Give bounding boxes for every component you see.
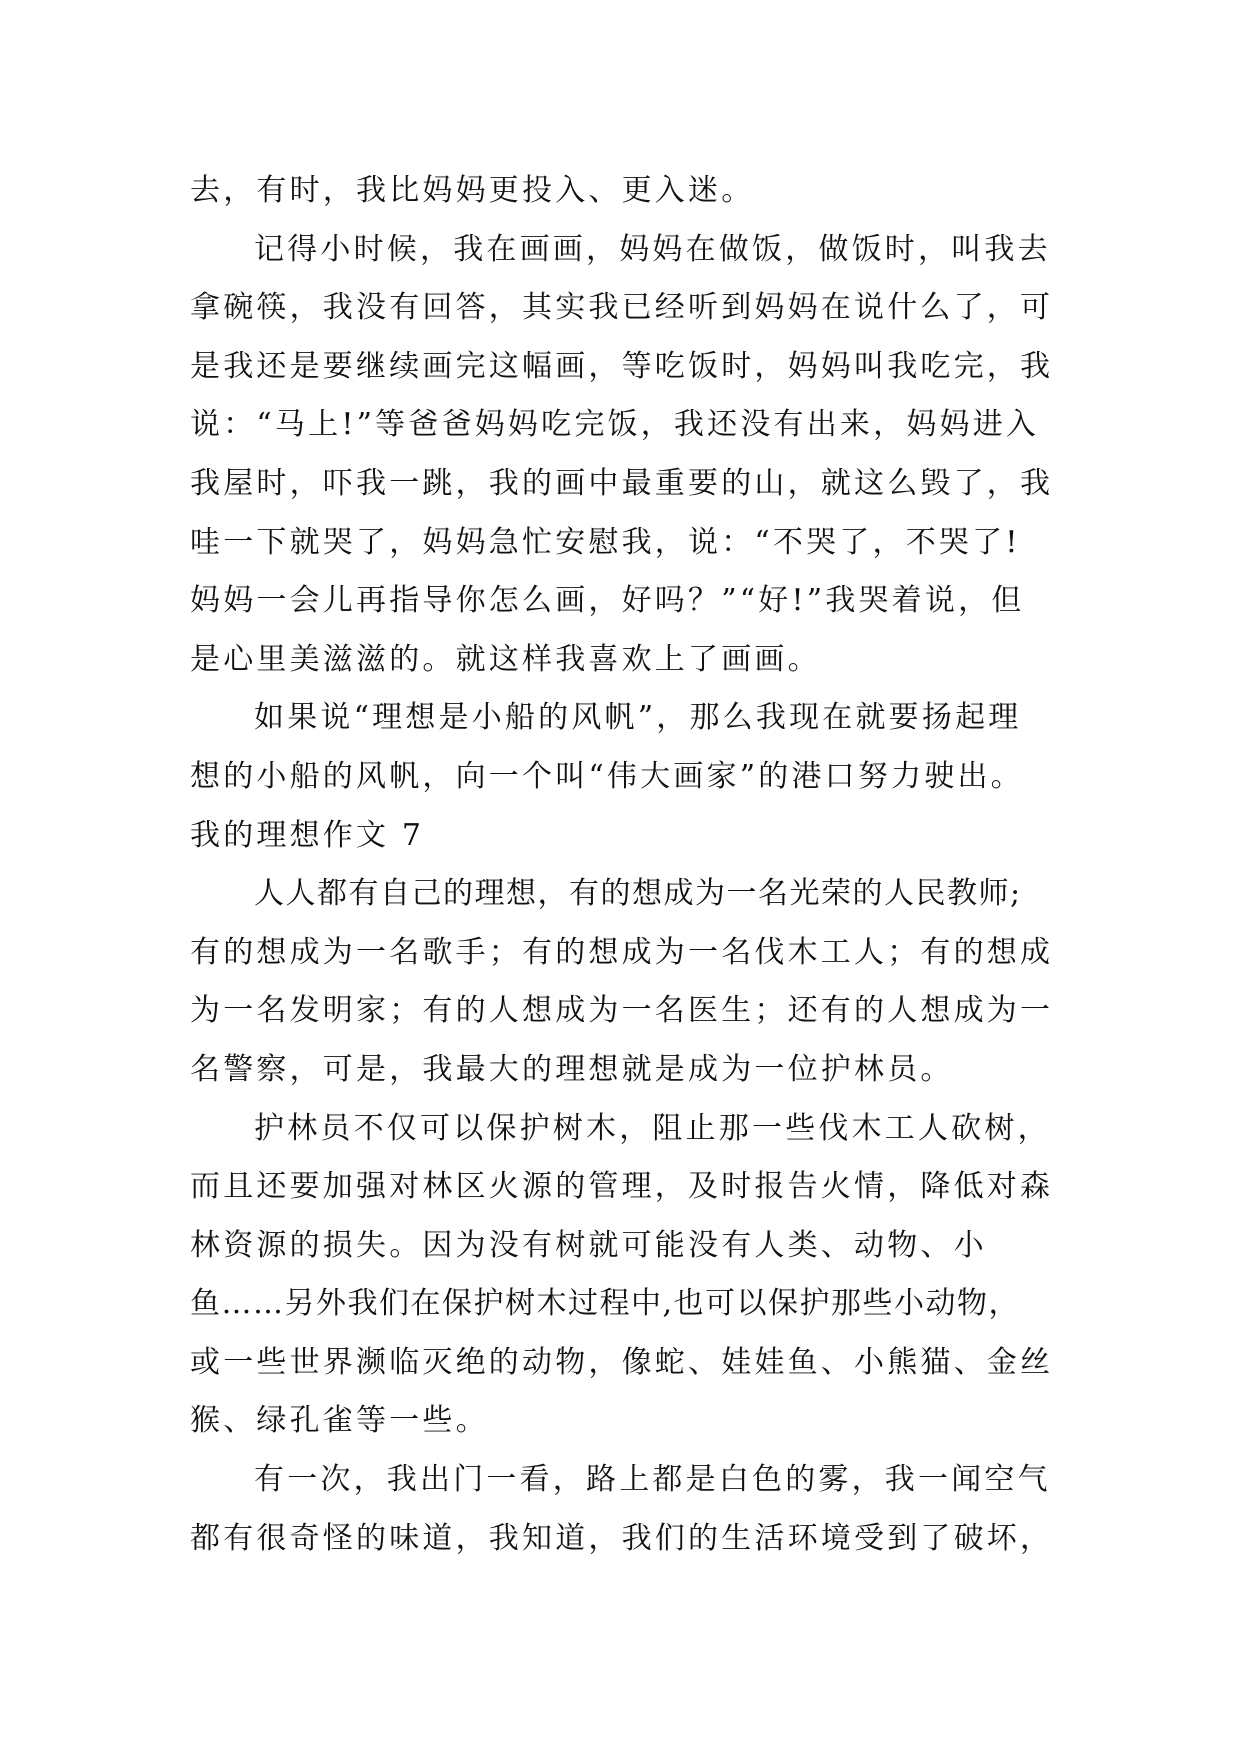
text-line: 猴、绿孔雀等一些。 xyxy=(190,1403,489,1439)
text-line: 鱼……另外我们在保护树木过程中,也可以保护那些小动物， xyxy=(190,1286,1021,1322)
text-line: 林资源的损失。因为没有树就可能没有人类、动物、小 xyxy=(190,1227,987,1263)
paragraph-start-line: 如果说“理想是小船的风帆”，那么我现在就要扬起理 xyxy=(254,700,1022,736)
text-line: 或一些世界濒临灭绝的动物，像蛇、娃娃鱼、小熊猫、金丝 xyxy=(190,1344,1054,1380)
body-text xyxy=(190,162,1070,1568)
text-line: 为一名发明家；有的人想成为一名医生；还有的人想成为一 xyxy=(190,993,1054,1029)
paragraph-start-line: 有一次，我出门一看，路上都是白色的雾，我一闻空气 xyxy=(254,1462,1051,1498)
text-line: 都有很奇怪的味道，我知道，我们的生活环境受到了破坏， xyxy=(190,1520,1054,1556)
text-line: 名警察，可是，我最大的理想就是成为一位护林员。 xyxy=(190,1051,954,1087)
text-line: 想的小船的风帆，向一个叫“伟大画家”的港口努力驶出。 xyxy=(190,758,1024,794)
text-line: 而且还要加强对林区火源的管理，及时报告火情，降低对森 xyxy=(190,1169,1054,1205)
paragraph-start-line: 护林员不仅可以保护树木，阻止那一些伐木工人砍树， xyxy=(254,1110,1051,1146)
text-line: 妈妈一会儿再指导你怎么画，好吗？”“好!”我哭着说，但 xyxy=(190,583,1025,619)
paragraph-start-line: 记得小时候，我在画画，妈妈在做饭，做饭时，叫我去 xyxy=(254,231,1051,267)
text-line: 我屋时，吓我一跳，我的画中最重要的山，就这么毁了，我 xyxy=(190,465,1054,501)
section-heading: 我的理想作文 7 xyxy=(190,817,425,853)
text-line: 说：“马上!”等爸爸妈妈吃完饭，我还没有出来，妈妈进入 xyxy=(190,407,1040,443)
text-line: 有的想成为一名歌手；有的想成为一名伐木工人；有的想成 xyxy=(190,934,1054,970)
text-line: 是我还是要继续画完这幅画，等吃饭时，妈妈叫我吃完，我 xyxy=(190,348,1054,384)
text-line: 拿碗筷，我没有回答，其实我已经听到妈妈在说什么了，可 xyxy=(190,290,1054,326)
text-line: 是心里美滋滋的。就这样我喜欢上了画画。 xyxy=(190,641,821,677)
text-line: 哇一下就哭了，妈妈急忙安慰我，说：“不哭了，不哭了! xyxy=(190,524,1021,560)
text-line: 去，有时，我比妈妈更投入、更入迷。 xyxy=(190,173,755,208)
paragraph-start-line: 人人都有自己的理想，有的想成为一名光荣的人民教师; xyxy=(254,876,1022,912)
